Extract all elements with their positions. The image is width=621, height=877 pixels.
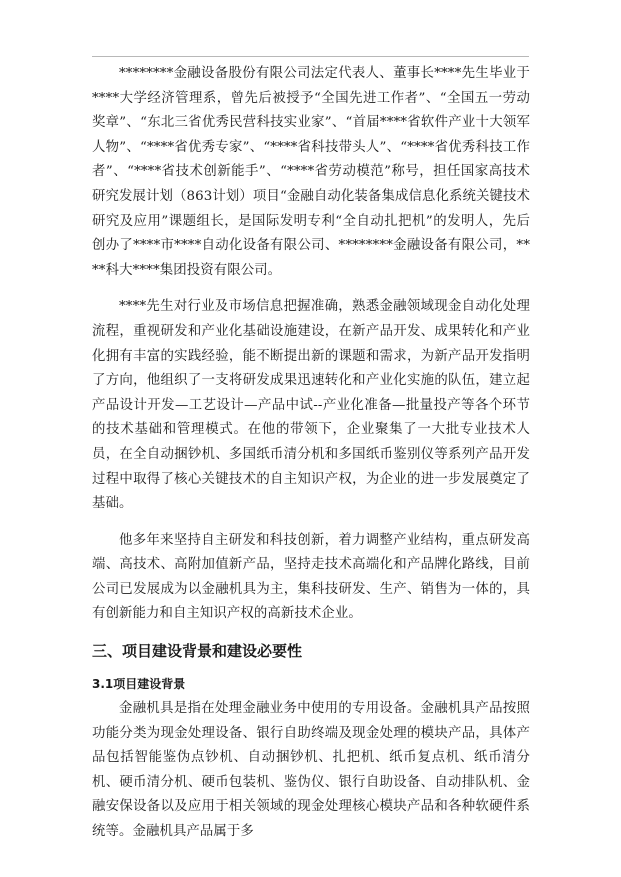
header-divider [92, 56, 529, 57]
subsection-heading: 3.1项目建设背景 [92, 677, 186, 692]
paragraph-financial-equipment-definition: 金融机具是指在处理金融业务中使用的专用设备。金融机具产品按照功能分类为现金处理设备、银行自助终端及现金处理的模块产品，具体产品包括智能鉴伪点钞机、自动捆钞机、扎把机、纸币复点机、纸币清分机、硬币清分机、硬币包装机、鉴伪仪、银行自助设备、自动排队机、金融安保设备以及应用于相关领域的现金处理核心模块产品和各种软硬件系统等。金融机具产品属于多 [92, 701, 530, 840]
section-heading: 三、项目建设背景和建设必要性 [92, 642, 303, 661]
paragraph-company-development: 他多年来坚持自主研发和科技创新，着力调整产业结构，重点研发高端、高技术、高附加值新产品，坚持走技术高端化和产品牌化路线，目前公司已发展成为以金融机具为主，集科技研发、生产、销售为一体的，具有创新能力和自主知识产权的高新技术企业。 [92, 532, 530, 622]
document-body [92, 62, 530, 845]
paragraph-market-expertise: ****先生对行业及市场信息把握准确，熟悉金融领域现金自动化处理流程，重视研发和产业化基础设施建设，在新产品开发、成果转化和产业化拥有丰富的实践经验，能不断提出新的课题和需求，为新产品开发指明了方向，他组织了一支将研发成果迅速转化和产业化实施的队伍，建立起产品设计开发—工艺设计—产品中试--产业化准备—批量投产等各个环节的技术基础和管理模式。在他的带领下，企业聚集了一大批专业技术人员，在全自动捆钞机、多国纸币清分机和多国纸币鉴别仪等系列产品开发过程中取得了核心关键技术的自主知识产权，为企业的进一步发展奠定了基础。 [92, 299, 530, 512]
paragraph-chairman-bio: ********金融设备股份有限公司法定代表人、董事长****先生毕业于****大学经济管理系，曾先后被授予“全国先进工作者”、“全国五一劳动奖章”、“东北三省优秀民营科技实业家”、“首届****省软件产业十大领军人物”、“****省优秀专家”、“****省科技带头人”、“****省优秀科技工作者”、“****省技术创新能手”、“****省劳动模范”称号，担任国家高技术研究发展计划（863计划）项目“金融自动化装备集成信息化系统关键技术研究及应用”课题组长，是国际发明专利“全自动扎把机”的发明人，先后创办了****市****自动化设备有限公司、********金融设备有限公司，****科大****集团投资有限公司。 [92, 66, 530, 278]
